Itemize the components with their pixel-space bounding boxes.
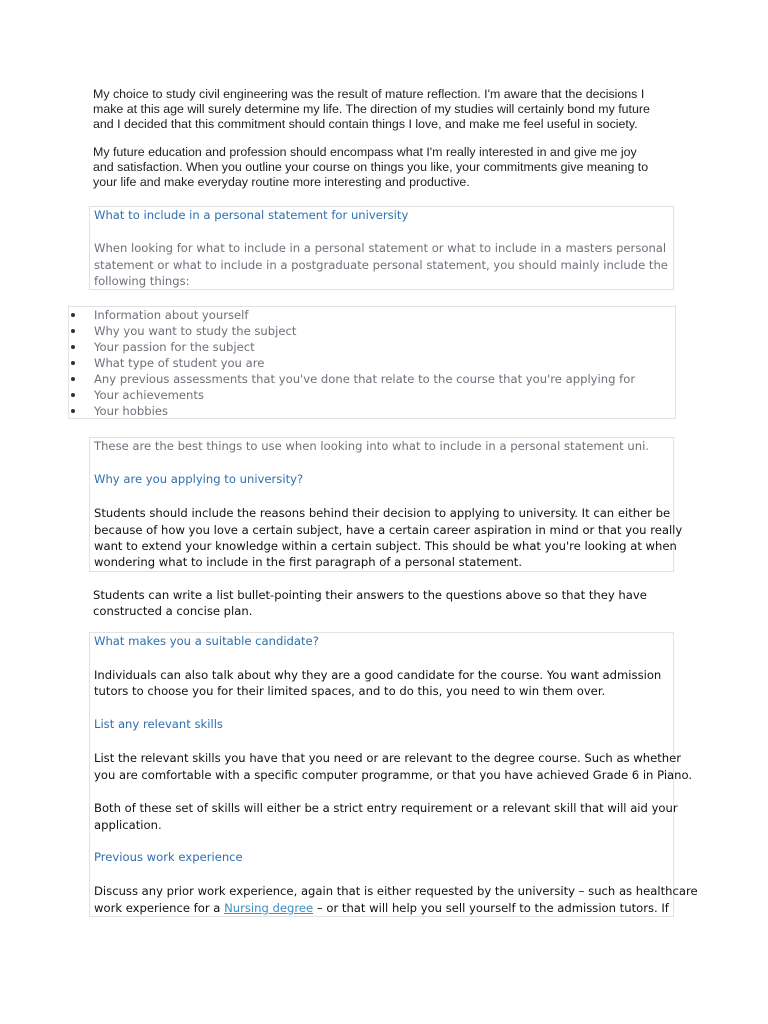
bullet-icon: [71, 409, 75, 413]
section-why-applying-box: [89, 437, 683, 572]
section-body-line: statement or what to include in a postgraduate personal statement, you should mainly include the: [94, 258, 668, 272]
section-heading: List any relevant skills: [94, 717, 223, 731]
section-heading: What makes you a suitable candidate?: [94, 634, 319, 648]
bullet-icon: [71, 329, 75, 333]
body-line: Students can write a list bullet-pointing their answers to the questions above so that they have: [93, 588, 647, 602]
text-line: My future education and profession should encompass what I'm really interested in and give me joy: [93, 145, 637, 159]
text-line: and satisfaction. When you outline your course on things you like, your commitments give meaning to: [93, 160, 649, 174]
section-body-line: When looking for what to include in a personal statement or what to include in a masters personal: [94, 241, 667, 255]
section-candidate-box: [89, 632, 698, 917]
intro-paragraph-2: [93, 145, 683, 190]
bullet-icon: [71, 313, 75, 317]
section-body-line: Both of these set of skills will either be a strict entry requirement or a relevant skill that will aid your: [94, 801, 678, 815]
bullet-icon: [71, 361, 75, 365]
section-include-box: [89, 206, 674, 290]
list-item: Your achievements: [69, 387, 675, 403]
bullet-icon: [71, 377, 75, 381]
section-body-line: [94, 900, 671, 917]
text-line: My choice to study civil engineering was the result of mature reflection. I'm aware that the decisions I: [93, 87, 645, 101]
text-line: make at this age will surely determine my life. The direction of my studies will certainly bond my future: [93, 102, 650, 116]
section-body-line: wondering what to include in the first paragraph of a personal statement.: [94, 555, 523, 569]
section-heading: What to include in a personal statement for university: [94, 208, 409, 222]
section-body-line: Discuss any prior work experience, again that is either requested by the university – such as healthcare: [94, 884, 698, 898]
text-line: and I decided that this commitment should contain things I love, and make me feel useful in society.: [93, 117, 638, 131]
section-body-line: Students should include the reasons behind their decision to applying to university. It can either be: [94, 506, 671, 520]
text-segment: – or that will help you sell yourself to the admission tutors. If: [313, 901, 669, 915]
text-line: your life and make everyday routine more interesting and productive.: [93, 175, 470, 189]
list-item: Your passion for the subject: [69, 339, 675, 355]
summary-line: These are the best things to use when looking into what to include in a personal statement uni.: [94, 439, 649, 453]
section-body-line: want to extend your knowledge within a certain subject. This should be what you're looking at when: [94, 539, 677, 553]
section-heading: Why are you applying to university?: [94, 472, 304, 486]
section-body-line: List the relevant skills you have that you need or are relevant to the degree course. Such as whether: [94, 751, 682, 765]
section-body-line: because of how you love a certain subject, have a certain career aspiration in mind or that you really: [94, 523, 683, 537]
bullet-list-box: [68, 306, 676, 419]
list-item: What type of student you are: [69, 355, 675, 371]
intro-paragraph-1: [93, 87, 683, 132]
list-item: Why you want to study the subject: [69, 323, 675, 339]
list-item: Any previous assessments that you've done that relate to the course that you're applying for: [69, 371, 675, 387]
bullet-icon: [71, 345, 75, 349]
section-body-line: tutors to choose you for their limited spaces, and to do this, you need to win them over.: [94, 684, 606, 698]
section-body-line: application.: [94, 818, 162, 832]
bullet-icon: [71, 393, 75, 397]
text-segment: work experience for a: [94, 901, 225, 915]
body-line: constructed a concise plan.: [93, 604, 253, 618]
nursing-degree-link[interactable]: Nursing degree: [224, 901, 314, 915]
section-body-line: Individuals can also talk about why they are a good candidate for the course. You want admission: [94, 668, 662, 682]
list-item: Your hobbies: [69, 403, 675, 419]
section-heading: Previous work experience: [94, 850, 243, 864]
section-body-line: you are comfortable with a specific computer programme, or that you have achieved Grade 6 in Piano.: [94, 768, 693, 782]
section-body-line: following things:: [94, 274, 190, 288]
list-item: Information about yourself: [69, 307, 675, 323]
